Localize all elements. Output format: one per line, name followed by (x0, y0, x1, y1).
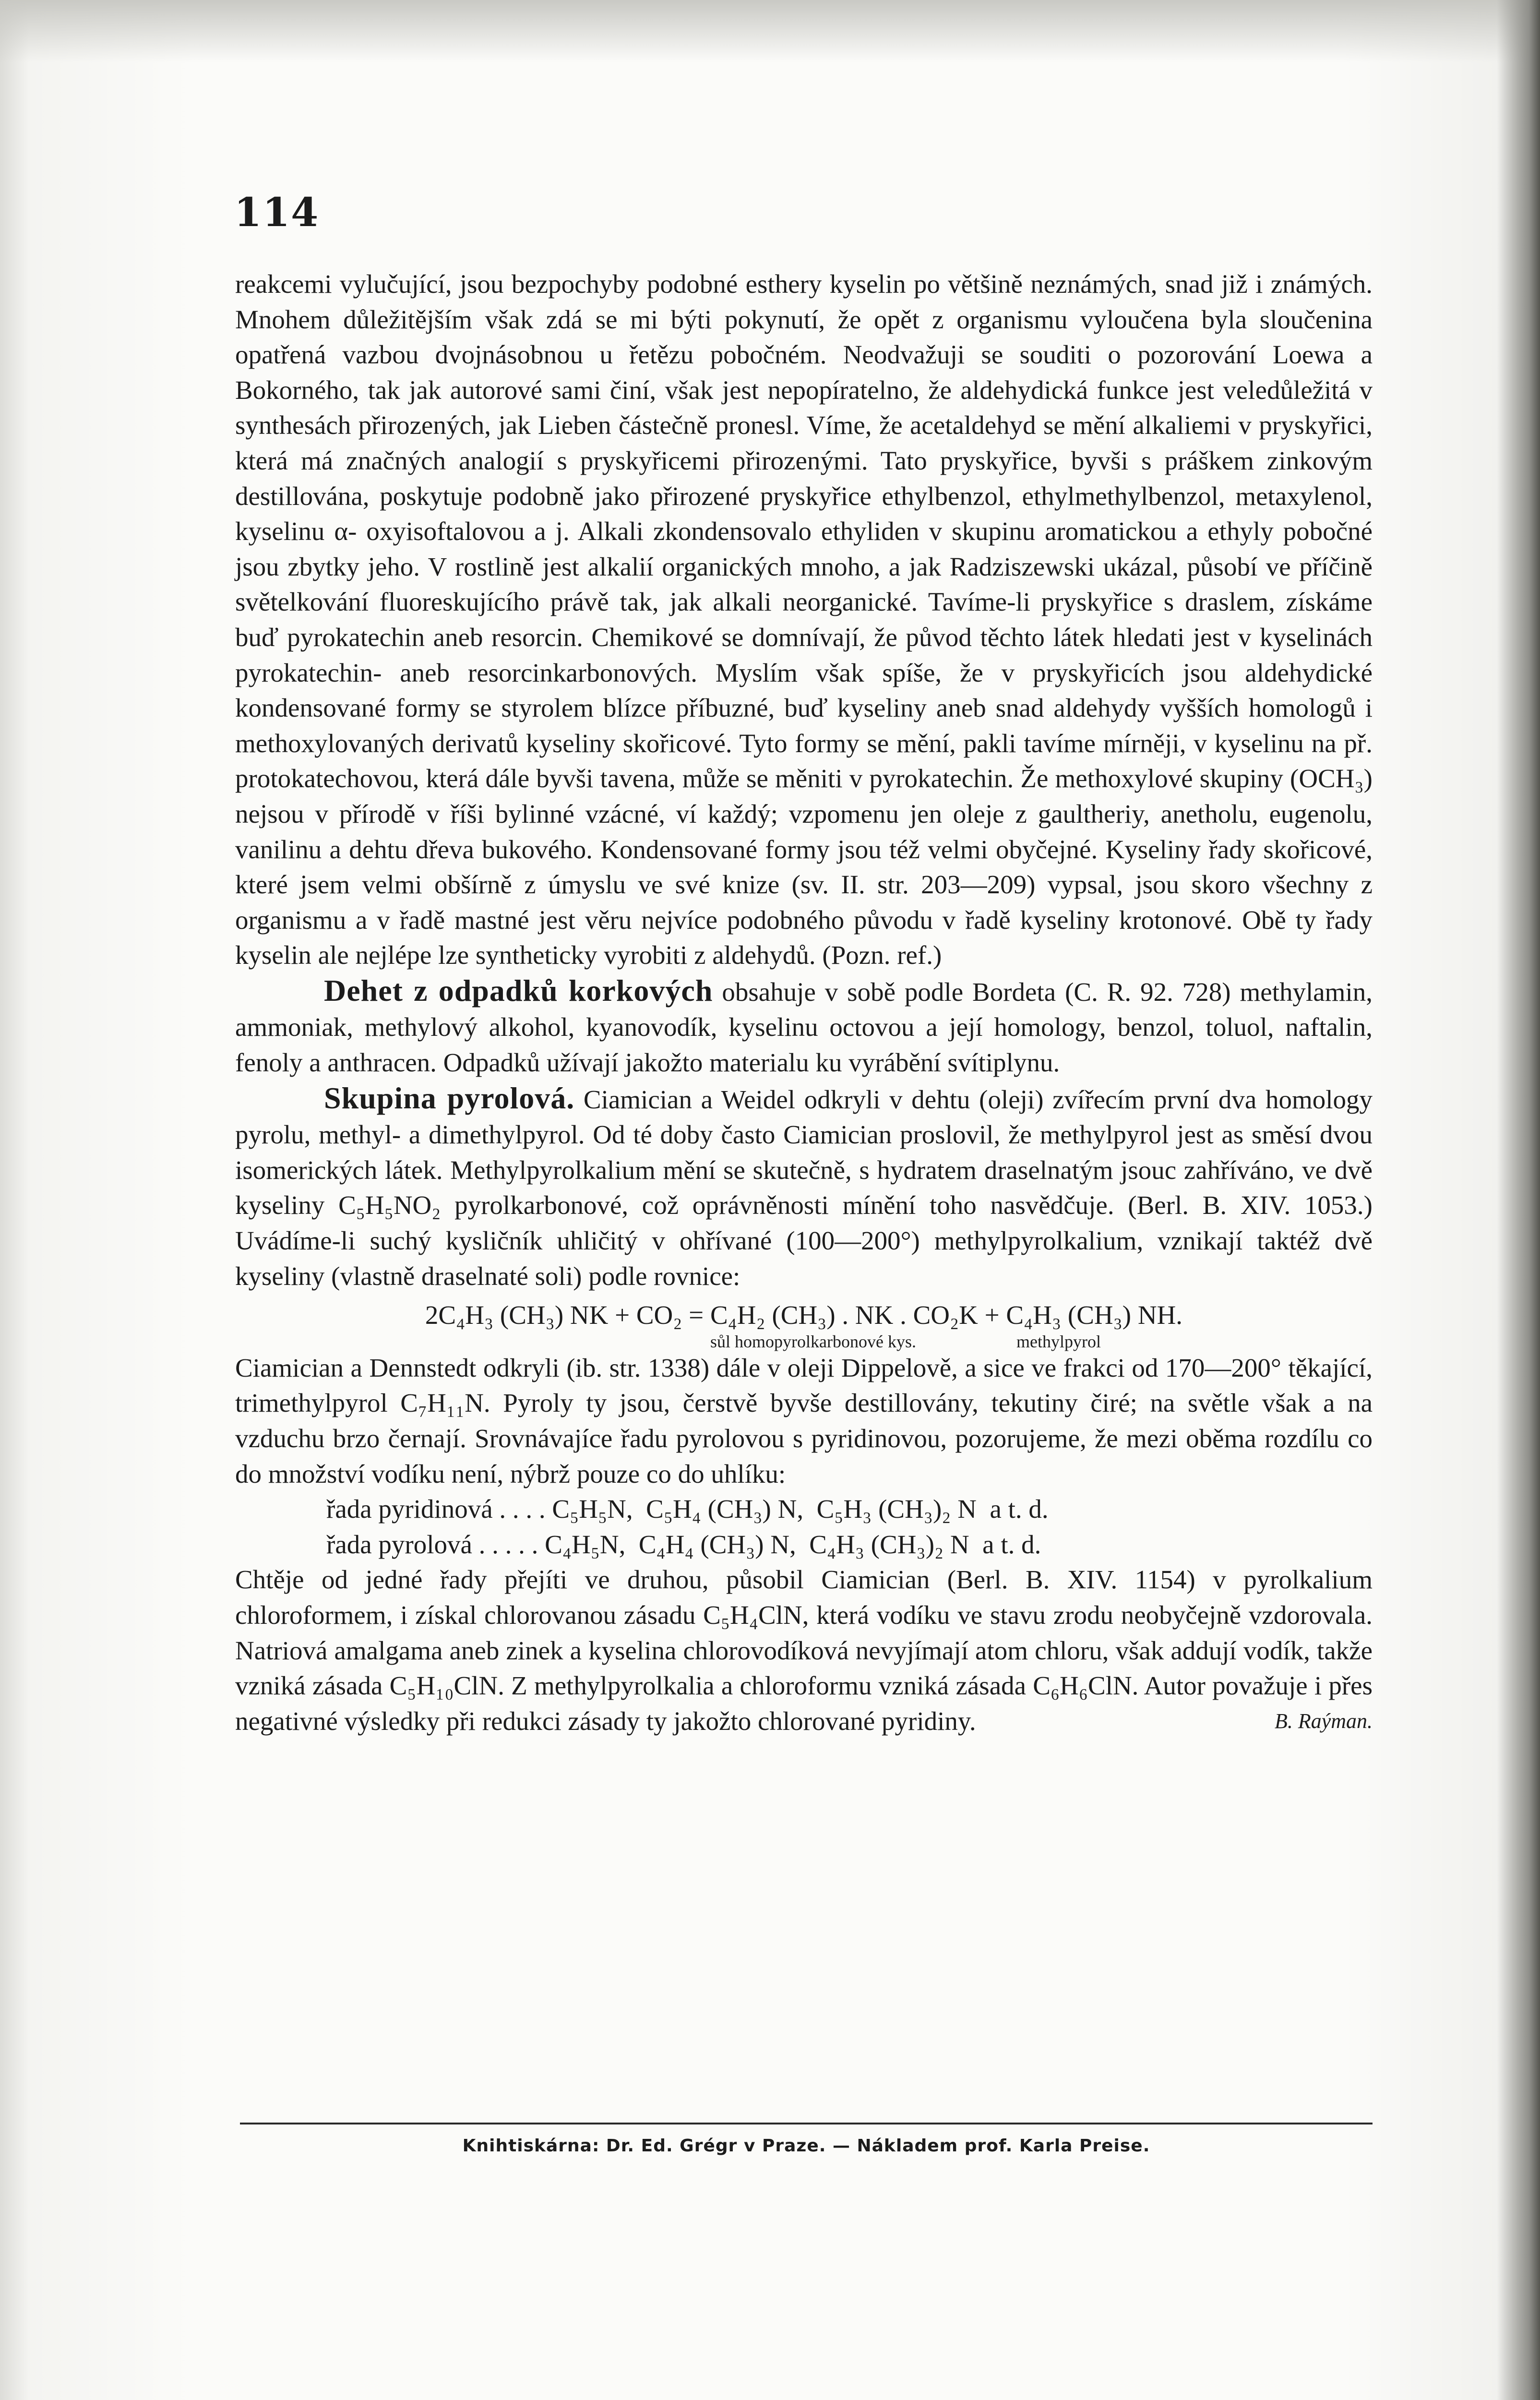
body-text (235, 266, 1373, 1739)
section-heading: Skupina pyrolová. (324, 1080, 575, 1115)
paragraph-text: Ciamician a Weidel odkryli v dehtu (oleji) zvířecím první dva homology pyrolu, methyl- a dimethylpyrol. Od té doby často Ciamician proslovil, že methylpyrol jest as směsí dvou isomerických látek. Methylpyrolkalium mění se skutečně, s hydratem draselnatým jsouc zahříváno, ve dvě kyseliny C₅H₅NO₂ pyrolkarbonové, což oprávněnosti mínění toho nasvědčuje. (Berl. B. XIV. 1053.) Uvádíme-li suchý kysličník uhličitý v ohřívané (100—200°) methylpyrolkalium, vznikají taktéž dvě kyseliny (vlastně draselnaté soli) podle rovnice: (235, 1084, 1373, 1291)
section-heading: Dehet z odpadků korkových (324, 973, 713, 1008)
series-pyrrole: řada pyrolová . . . . . C₄H₅N, C₄H₄ (CH₃) N, C₄H₃ (CH₃)₂ N a t. d. (326, 1529, 1041, 1559)
paragraph (235, 973, 1373, 1080)
paragraph: reakcemi vylučující, jsou bezpochyby podobné esthery kyselin po většině neznámých, snad již i známých. Mnohem důležitějším však zdá se mi býti pokynutí, že opět z organismu vyloučena byla sloučenina opatřená vazbou dvojnásobnou u řetězu pobočném. Neodvažuji se souditi o pozorování Loewa a Bokorného, tak jak autorové sami činí, však jest nepopíratelno, že aldehydická funkce jest veledůležitá v synthesách přirozených, jak Lieben částečně pronesl. Víme, že acetaldehyd se mění alkaliemi v pryskyřici, která má značných analogií s pryskyřicemi přirozenými. Tato pryskyřice, byvši s práškem zinkovým destillována, poskytuje podobně jako přirozené pryskyřice ethylbenzol, ethylmethylbenzol, metaxylenol, kyselinu α- oxyisoftalovou a j. Alkali zkondensovalo ethyliden v skupinu aromatickou a ethyly pobočné jsou zbytky jeho. V rostlině jest alkalií organických mnoho, a jak Radziszewski ukázal, působí ve příčině světelkování fluoreskujícího právě tak, jak alkali neorganické. Tavíme-li pryskyřice s draslem, získáme buď pyrokatechin aneb resorcin. Chemikové se domnívají, že původ těchto látek hledati jest v kyselinách pyrokatechin- aneb resorcinkarbonových. Myslím však spíše, že v pryskyřicích jsou aldehydické kondensované formy se styrolem blízce příbuzné, buď kyseliny aneb snad aldehydy vyšších homologů i methoxylovaných derivatů kyseliny skořicové. Tyto formy se mění, pakli tavíme mírněji, v kyselinu na př. protokatechovou, která dále byvši tavena, může se měniti v pyrokatechin. Že methoxylové skupiny (OCH₃) nejsou v přírodě v říši bylinné vzácné, ví každý; vzpomenu jen oleje z gaultheriy, anetholu, eugenolu, vanilinu a dehtu dřeva bukového. Kondensované formy jsou též velmi obyčejné. Kyseliny řady skořicové, které jsem velmi obšírně z úmyslu ve své knize (sv. II. str. 203—209) vypsal, jsou skoro všechny z organismu a v řadě mastné jest věru nejvíce podobného původu v řadě kyseliny krotonové. Obě ty řady kyselin ale nejlépe lze syntheticky vyrobiti z aldehydů. (Pozn. ref.) (235, 269, 1373, 970)
footer-rule (240, 2123, 1373, 2124)
paragraph (235, 1080, 1373, 1294)
printer-imprint: Knihtiskárna: Dr. Ed. Grégr v Praze. — Nákladem prof. Karla Preise. (462, 2136, 1150, 2156)
paragraph-text: obsahuje v sobě podle Bordeta (C. R. 92. 728) methylamin, ammoniak, methylový alkohol, kyanovodík, kyselinu octovou a její homology, benzol, toluol, naftalin, fenoly a anthracen. Odpadků užívají jakožto materialu ku vyrábění svítiplynu. (235, 977, 1373, 1078)
series-pyridine: řada pyridinová . . . . C₅H₅N, C₅H₄ (CH₃) N, C₅H₃ (CH₃)₂ N a t. d. (326, 1494, 1049, 1524)
binding-shadow (0, 0, 1540, 62)
equation-label-salt: sůl homopyrolkarbonové kys. (710, 1332, 916, 1351)
paragraph: Ciamician a Dennstedt odkryli (ib. str. 1338) dále v oleji Dippelově, a sice ve frakci od 170—200° těkající, trimethylpyrol C₇H₁₁N. Pyroly ty jsou, čerstvě byvše destillovány, tekutiny čiré; na světle však a na vzduchu brzo černají. Srovnávajíce řadu pyrolovou s pyridinovou, pozorujeme, že mezi oběma rozdílu co do množství vodíku není, nýbrž pouze co do uhlíku: (235, 1353, 1373, 1488)
equation-label-product: methylpyrol (1016, 1332, 1101, 1351)
author-signature: B. Raýman. (1274, 1709, 1373, 1733)
page-number: 114 (234, 190, 320, 236)
chemical-equation: 2C₄H₃ (CH₃) NK + CO₂ = C₄H₂ (CH₃) . NK . CO₂K + C₄H₃ (CH₃) NH. (425, 1300, 1183, 1330)
page-edge-shadow (1497, 0, 1540, 2400)
paragraph-text: Chtěje od jedné řady přejíti ve druhou, působil Ciamician (Berl. B. XIV. 1154) v pyrolkalium chloroformem, i získal chlorovanou zásadu C₅H₄ClN, která vodíku ve stavu zrodu neobyčejně vzdorovala. Natriová amalgama aneb zinek a kyselina chlorovodíková nevyjímají atom chloru, však addují vodík, takže vzniká zásada C₅H₁₀ClN. Z methylpyrolkalia a chloroformu vzniká zásada C₆H₆ClN. Autor považuje i přes negativné výsledky při redukci zásady ty jakožto chlorované pyridiny. (235, 1565, 1373, 1736)
equation-labels (710, 1333, 1373, 1350)
paragraph (235, 1562, 1373, 1739)
